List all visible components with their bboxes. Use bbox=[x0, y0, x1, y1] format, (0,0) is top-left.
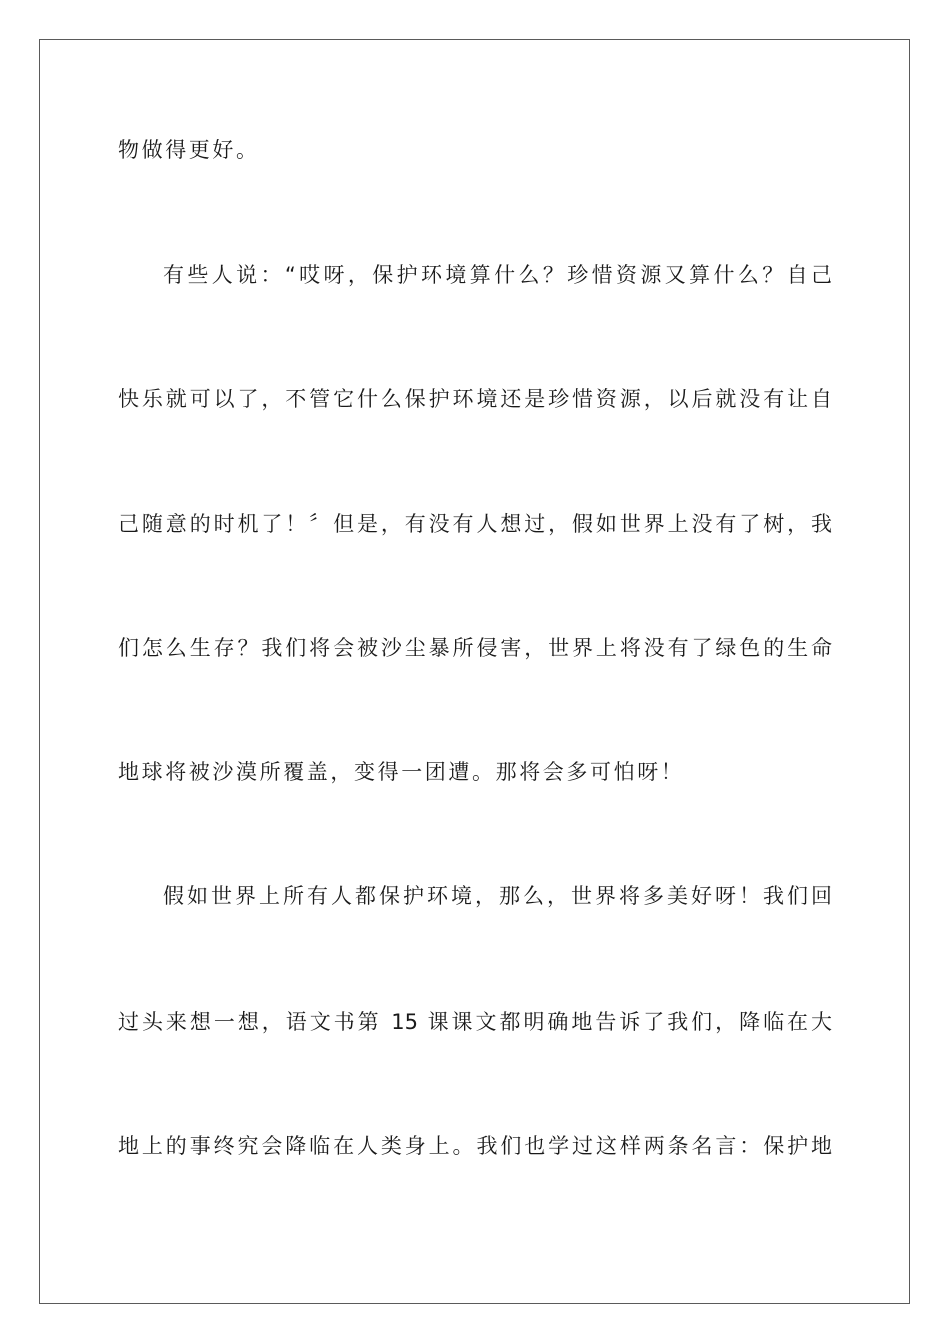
text-line: 物做得更好。 bbox=[118, 138, 260, 162]
text-line: 们怎么生存？我们将会被沙尘暴所侵害，世界上将没有了绿色的生命 bbox=[118, 636, 832, 660]
text-line: 快乐就可以了，不管它什么保护环境还是珍惜资源，以后就没有让自 bbox=[118, 387, 832, 411]
text-line: 地上的事终究会降临在人类身上。我们也学过这样两条名言：保护地 bbox=[118, 1134, 832, 1158]
text-line: 过头来想一想，语文书第 15 课课文都明确地告诉了我们，降临在大 bbox=[118, 1010, 832, 1034]
text-line: 有些人说：“哎呀，保护环境算什么？珍惜资源又算什么？自己 bbox=[163, 263, 832, 287]
text-line: 己随意的时机了！〞但是，有没有人想过，假如世界上没有了树，我 bbox=[118, 512, 832, 536]
text-line: 假如世界上所有人都保护环境，那么，世界将多美好呀！我们回 bbox=[163, 884, 832, 908]
page-border bbox=[39, 39, 910, 1304]
text-line: 地球将被沙漠所覆盖，变得一团遭。那将会多可怕呀！ bbox=[118, 760, 685, 784]
